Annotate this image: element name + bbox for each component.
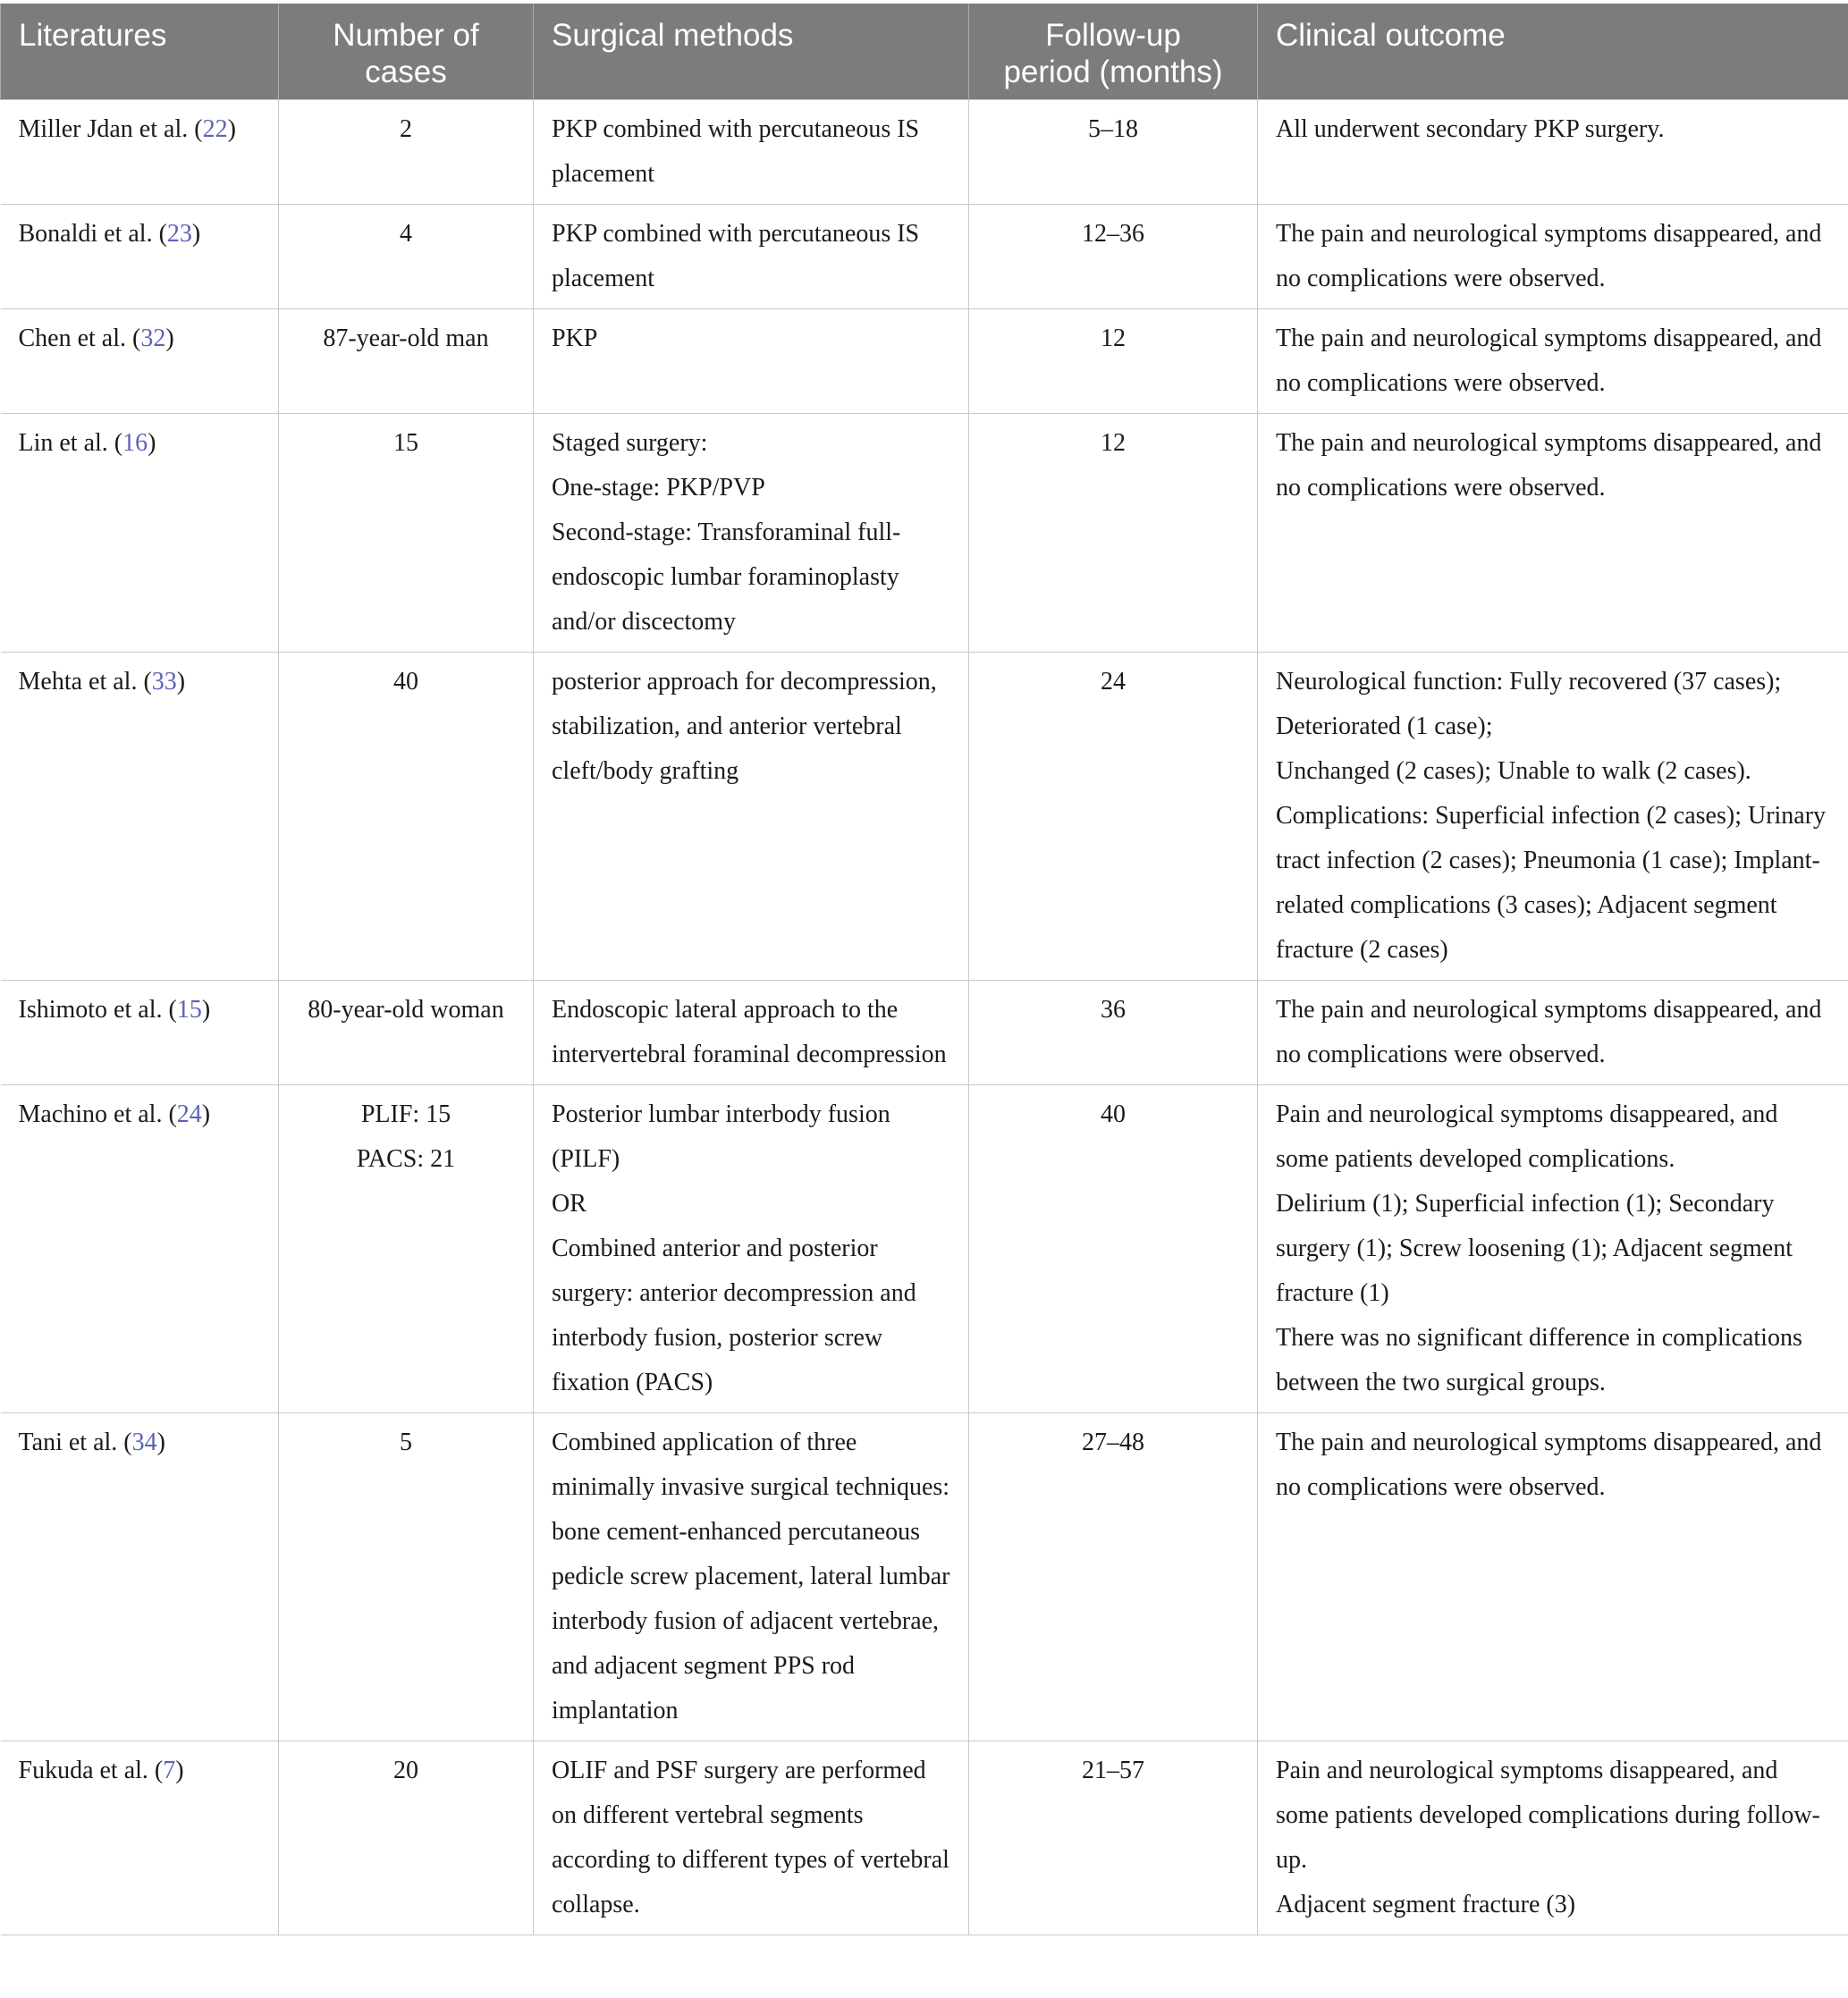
reference-link[interactable]: 22 <box>202 115 228 143</box>
outcome-paragraph: Delirium (1); Superficial infection (1); Secondary surgery (1); Screw loosening (1); Adjacent segment fracture (1) <box>1276 1190 1793 1307</box>
cell-literature: Chen et al. (32) <box>1 309 279 414</box>
table-row <box>1 205 1848 309</box>
table-row <box>1 309 1848 414</box>
outcome-paragraph: Pain and neurological symptoms disappeared, and some patients developed complications during follow-up. <box>1276 1757 1820 1874</box>
outcome-paragraph: There was no significant difference in complications between the two surgical groups. <box>1276 1324 1802 1396</box>
cell-follow-up-period: 36 <box>969 981 1258 1085</box>
cell-number-of-cases <box>279 100 534 205</box>
author-name: Ishimoto et al. <box>18 996 163 1024</box>
cell-clinical-outcome <box>1258 1413 1848 1741</box>
cases-line: 4 <box>400 220 412 248</box>
header-follow-up-period <box>969 4 1258 100</box>
cell-clinical-outcome <box>1258 100 1848 205</box>
outcome-paragraph: The pain and neurological symptoms disappeared, and no complications were observed. <box>1276 1429 1822 1501</box>
cell-follow-up-period: 12 <box>969 414 1258 653</box>
cell-number-of-cases <box>279 1413 534 1741</box>
author-name: Machino et al. <box>18 1100 163 1128</box>
cell-follow-up-period: 24 <box>969 653 1258 981</box>
header-cases-line2: cases <box>365 55 447 89</box>
table-row <box>1 1413 1848 1741</box>
reference-link[interactable]: 34 <box>131 1429 157 1456</box>
table-row <box>1 653 1848 981</box>
methods-paragraph: PKP combined with percutaneous IS placement <box>552 220 920 292</box>
cell-literature: Miller Jdan et al. (22) <box>1 100 279 205</box>
cell-literature: Lin et al. (16) <box>1 414 279 653</box>
header-followup-line1: Follow-up <box>1045 18 1181 53</box>
table-row <box>1 100 1848 205</box>
reference-link[interactable]: 23 <box>166 220 192 248</box>
cell-literature: Machino et al. (24) <box>1 1085 279 1413</box>
reference-link[interactable]: 15 <box>176 996 202 1024</box>
table-row <box>1 1085 1848 1413</box>
cell-follow-up-period: 40 <box>969 1085 1258 1413</box>
literature-table <box>0 4 1848 1935</box>
cases-line: 40 <box>393 668 418 696</box>
table-row <box>1 1741 1848 1935</box>
cell-number-of-cases <box>279 205 534 309</box>
header-number-of-cases <box>279 4 534 100</box>
table-row <box>1 981 1848 1085</box>
methods-paragraph: PKP combined with percutaneous IS placement <box>552 115 920 188</box>
outcome-paragraph: Unchanged (2 cases); Unable to walk (2 cases). <box>1276 757 1751 785</box>
cell-clinical-outcome <box>1258 1085 1848 1413</box>
cell-clinical-outcome <box>1258 653 1848 981</box>
cell-surgical-methods <box>534 653 969 981</box>
cases-line: 15 <box>393 429 418 457</box>
outcome-paragraph: Neurological function: Fully recovered (37 cases); Deteriorated (1 case); <box>1276 668 1782 740</box>
outcome-paragraph: All underwent secondary PKP surgery. <box>1276 115 1665 143</box>
header-followup-line2: period (months) <box>1003 55 1223 89</box>
cell-surgical-methods <box>534 1413 969 1741</box>
cases-line: PACS: 21 <box>356 1145 456 1173</box>
cell-follow-up-period: 27–48 <box>969 1413 1258 1741</box>
cell-clinical-outcome <box>1258 414 1848 653</box>
author-name: Tani et al. <box>18 1429 118 1456</box>
outcome-paragraph: The pain and neurological symptoms disappeared, and no complications were observed. <box>1276 996 1822 1068</box>
cell-number-of-cases <box>279 981 534 1085</box>
cases-line: 87-year-old man <box>323 325 489 352</box>
cell-number-of-cases <box>279 1741 534 1935</box>
cell-surgical-methods <box>534 205 969 309</box>
outcome-paragraph: The pain and neurological symptoms disappeared, and no complications were observed. <box>1276 429 1822 502</box>
methods-paragraph: Staged surgery: <box>552 429 708 457</box>
cell-literature: Mehta et al. (33) <box>1 653 279 981</box>
cell-number-of-cases <box>279 414 534 653</box>
cell-follow-up-period: 5–18 <box>969 100 1258 205</box>
cell-follow-up-period: 12 <box>969 309 1258 414</box>
cell-follow-up-period: 21–57 <box>969 1741 1258 1935</box>
methods-paragraph: OLIF and PSF surgery are performed on different vertebral segments according to different types of vertebral collapse. <box>552 1757 949 1918</box>
cell-clinical-outcome <box>1258 981 1848 1085</box>
cell-surgical-methods <box>534 981 969 1085</box>
cell-literature: Ishimoto et al. (15) <box>1 981 279 1085</box>
cell-literature: Fukuda et al. (7) <box>1 1741 279 1935</box>
outcome-paragraph: The pain and neurological symptoms disappeared, and no complications were observed. <box>1276 325 1822 397</box>
table-body <box>1 100 1848 1935</box>
table-header <box>1 4 1848 100</box>
outcome-paragraph: Adjacent segment fracture (3) <box>1276 1891 1576 1918</box>
cell-literature: Bonaldi et al. (23) <box>1 205 279 309</box>
author-name: Fukuda et al. <box>18 1757 148 1784</box>
cell-surgical-methods <box>534 100 969 205</box>
methods-paragraph: Combined application of three minimally invasive surgical techniques: bone cement-enhanced percutaneous pedicle screw placement, lateral lumbar interbody fusion of adjacent vertebrae, and adjacent segment PPS rod implantation <box>552 1429 950 1724</box>
outcome-paragraph: Complications: Superficial infection (2 cases); Urinary tract infection (2 cases); Pneumonia (1 case); Implant-related complications (3 cases); Adjacent segment fracture (2 cases) <box>1276 802 1827 964</box>
reference-link[interactable]: 7 <box>163 1757 176 1784</box>
methods-paragraph: posterior approach for decompression, stabilization, and anterior vertebral cleft/body grafting <box>552 668 937 785</box>
cases-line: 20 <box>393 1757 418 1784</box>
cell-clinical-outcome <box>1258 309 1848 414</box>
methods-paragraph: Combined anterior and posterior surgery: anterior decompression and interbody fusion, posterior screw fixation (PACS) <box>552 1235 916 1396</box>
cell-follow-up-period: 12–36 <box>969 205 1258 309</box>
methods-paragraph: Second-stage: Transforaminal full-endoscopic lumbar foraminoplasty and/or discectomy <box>552 518 901 636</box>
methods-paragraph: Posterior lumbar interbody fusion (PILF) <box>552 1100 890 1173</box>
methods-paragraph: OR <box>552 1190 586 1218</box>
author-name: Bonaldi et al. <box>18 220 153 248</box>
author-name: Mehta et al. <box>18 668 138 696</box>
cell-clinical-outcome <box>1258 205 1848 309</box>
cases-line: 80-year-old woman <box>308 996 504 1024</box>
methods-paragraph: One-stage: PKP/PVP <box>552 474 765 502</box>
header-surgical-methods: Surgical methods <box>534 4 969 100</box>
table-row <box>1 414 1848 653</box>
reference-link[interactable]: 24 <box>176 1100 202 1128</box>
cell-number-of-cases <box>279 309 534 414</box>
cell-number-of-cases <box>279 1085 534 1413</box>
methods-paragraph: PKP <box>552 325 598 352</box>
cell-number-of-cases <box>279 653 534 981</box>
author-name: Chen et al. <box>18 325 127 352</box>
cell-surgical-methods <box>534 1741 969 1935</box>
author-name: Miller Jdan et al. <box>18 115 189 143</box>
cell-surgical-methods <box>534 309 969 414</box>
reference-link[interactable]: 32 <box>140 325 166 352</box>
cases-line: PLIF: 15 <box>360 1100 451 1128</box>
header-row <box>1 4 1848 100</box>
reference-link[interactable]: 16 <box>122 429 148 457</box>
header-cases-line1: Number of <box>333 18 479 53</box>
cell-surgical-methods <box>534 414 969 653</box>
cases-line: 5 <box>400 1429 412 1456</box>
outcome-paragraph: Pain and neurological symptoms disappeared, and some patients developed complications. <box>1276 1100 1778 1173</box>
header-literatures: Literatures <box>1 4 279 100</box>
reference-link[interactable]: 33 <box>151 668 177 696</box>
author-name: Lin et al. <box>18 429 108 457</box>
cell-literature: Tani et al. (34) <box>1 1413 279 1741</box>
cases-line: 2 <box>400 115 412 143</box>
cell-clinical-outcome <box>1258 1741 1848 1935</box>
methods-paragraph: Endoscopic lateral approach to the intervertebral foraminal decompression <box>552 996 947 1068</box>
header-clinical-outcome: Clinical outcome <box>1258 4 1848 100</box>
cell-surgical-methods <box>534 1085 969 1413</box>
outcome-paragraph: The pain and neurological symptoms disappeared, and no complications were observed. <box>1276 220 1822 292</box>
